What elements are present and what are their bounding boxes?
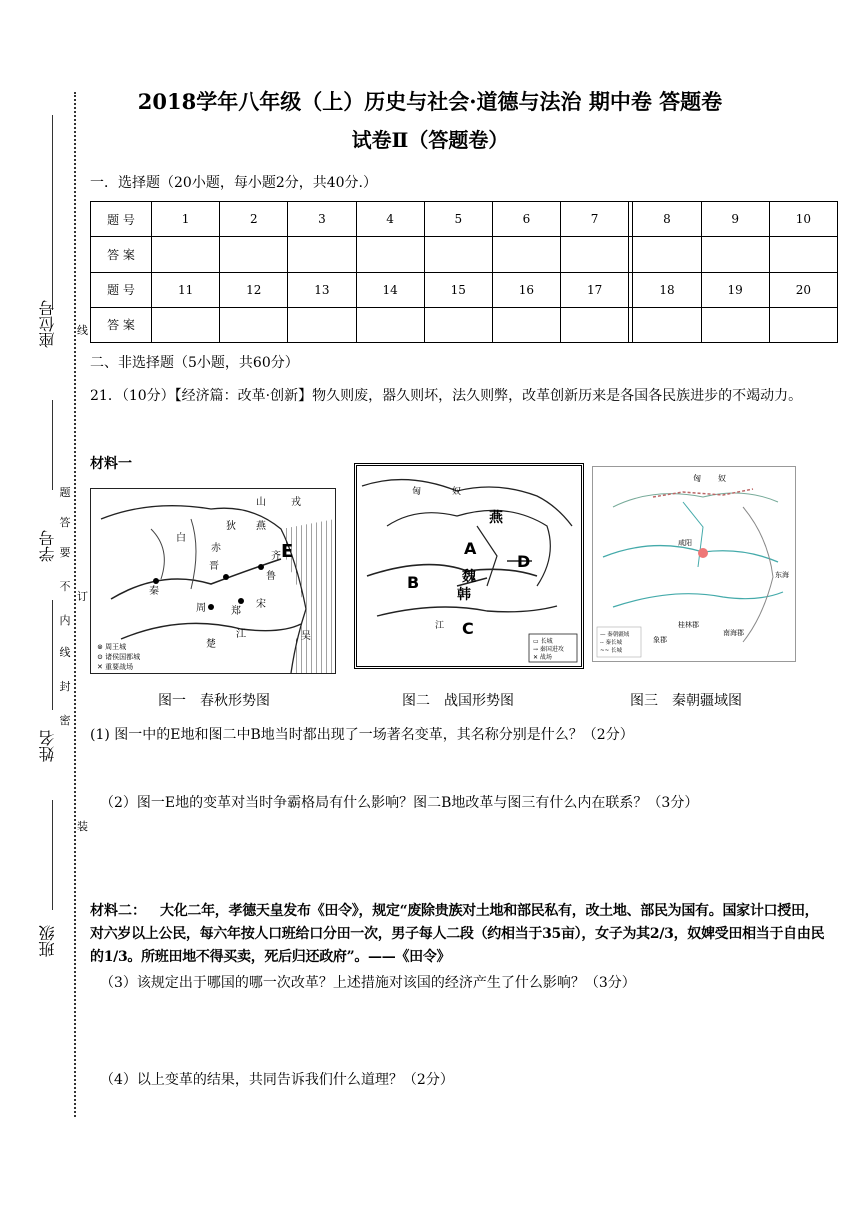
svg-text:匈: 匈: [693, 474, 701, 483]
svg-text:狄: 狄: [226, 521, 236, 532]
answer-cell[interactable]: [633, 307, 701, 342]
map2-label-wei: 魏: [462, 569, 476, 585]
student-no-write-line: [52, 400, 53, 490]
svg-text:燕: 燕: [256, 521, 266, 532]
svg-text:山: 山: [256, 497, 266, 508]
question-number: 11: [152, 272, 220, 307]
material2: [90, 900, 830, 969]
question-number: 14: [356, 272, 424, 307]
answer-cell[interactable]: [492, 237, 560, 272]
margin-warning-8: 密: [59, 714, 71, 727]
question-number: 2: [220, 202, 288, 237]
material2-label: 材料二：: [90, 903, 146, 919]
answer-cell[interactable]: [701, 307, 769, 342]
name-write-line: [52, 600, 53, 710]
svg-text:象郡: 象郡: [653, 636, 667, 644]
map-warring-states: [354, 463, 584, 669]
question-number: 20: [769, 272, 837, 307]
question-number: 6: [492, 202, 560, 237]
margin-ding-char: 订: [77, 590, 88, 603]
map-qin-dynasty-drawing: [593, 467, 795, 661]
answer-cell[interactable]: [220, 307, 288, 342]
svg-text:~~ 长城: ~~ 长城: [600, 648, 622, 654]
answer-cell[interactable]: [356, 307, 424, 342]
answer-cell[interactable]: [288, 237, 356, 272]
answer-cell[interactable]: [769, 307, 837, 342]
svg-text:楚: 楚: [206, 639, 216, 650]
answer-cell[interactable]: [424, 307, 492, 342]
question-number: 18: [633, 272, 701, 307]
material2-text: 大化二年，孝德天皇发布《田令》，规定“废除贵族对土地和部民私有，改土地、部民为国有。国家计口授田，对六岁以上公民，每六年按人口班给口分田一次，男子每人二段（约相当于35亩），女子为其2/3，奴婢受田相当于自由民的1/3。所班田地不得买卖，死后归还政府”。——《田令》: [90, 903, 825, 965]
margin-warning-5: 内: [59, 614, 71, 627]
question-number: 13: [288, 272, 356, 307]
question-number: 12: [220, 272, 288, 307]
margin-warning-6: 线: [59, 646, 71, 659]
svg-text:郑: 郑: [231, 606, 241, 617]
question-number: 8: [633, 202, 701, 237]
svg-text:晋: 晋: [209, 561, 219, 572]
svg-text:戎: 戎: [291, 497, 301, 508]
margin-warning-1: 题: [59, 486, 71, 499]
row-label-question: 题 号: [91, 272, 152, 307]
svg-text:白: 白: [176, 533, 186, 544]
page-subtitle: 试卷Ⅱ（答题卷）: [351, 128, 509, 152]
margin-line-char-1: 线: [77, 324, 88, 337]
answer-cell[interactable]: [288, 307, 356, 342]
question-number: 4: [356, 202, 424, 237]
binding-dotted-line: [74, 92, 76, 1117]
answer-cell[interactable]: [424, 237, 492, 272]
question-number: 9: [701, 202, 769, 237]
map2-label-a: A: [464, 539, 477, 558]
answer-cell[interactable]: [561, 307, 629, 342]
answer-cell[interactable]: [561, 237, 629, 272]
row-label-question: 题 号: [91, 202, 152, 237]
answer-cell[interactable]: [633, 237, 701, 272]
class-write-line: [52, 800, 53, 910]
answer-cell[interactable]: [492, 307, 560, 342]
margin-warning-3: 要: [59, 546, 71, 559]
svg-text:周: 周: [196, 603, 206, 614]
svg-text:桂林郡: 桂林郡: [678, 621, 699, 629]
map2-label-yan: 燕: [489, 510, 503, 526]
svg-text:南海郡: 南海郡: [723, 629, 744, 637]
row-label-answer: 答 案: [91, 307, 152, 342]
row-label-answer: 答 案: [91, 237, 152, 272]
question-number: 16: [492, 272, 560, 307]
map2-label-b: B: [407, 573, 420, 592]
svg-text:✕ 战场: ✕ 战场: [533, 654, 552, 661]
svg-text:鲁: 鲁: [266, 571, 276, 582]
answer-table: [90, 201, 838, 343]
svg-text:齐: 齐: [271, 551, 281, 562]
student-number-label: 学号: [38, 530, 57, 562]
svg-text:-- 秦长城: -- 秦长城: [600, 640, 622, 646]
question-number: 3: [288, 202, 356, 237]
map-spring-autumn: [90, 488, 336, 674]
question-4: （4）以上变革的结果，共同告诉我们什么道理？（2分）: [100, 1072, 454, 1088]
question-number: 10: [769, 202, 837, 237]
figure1-caption: 图一 春秋形势图: [158, 693, 270, 709]
figure3-caption: 图三 秦朝疆域图: [630, 693, 742, 709]
map2-label-han: 韩: [457, 587, 471, 603]
svg-text:▭ 长城: ▭ 长城: [533, 638, 553, 645]
svg-text:— 秦朝疆域: — 秦朝疆域: [600, 632, 630, 638]
map-qin-dynasty: [592, 466, 796, 662]
answer-cell[interactable]: [701, 237, 769, 272]
svg-text:赤: 赤: [211, 543, 221, 554]
map1-label-e: E: [281, 541, 294, 562]
name-label: 姓名: [38, 730, 57, 762]
margin-warning-7: 封: [59, 680, 71, 693]
section2-heading: 二、非选择题（5小题，共60分）: [90, 355, 299, 371]
map-spring-autumn-drawing: [91, 489, 335, 673]
svg-text:奴: 奴: [718, 474, 726, 483]
svg-text:匈: 匈: [412, 487, 422, 497]
question-3: （3）该规定出于哪国的哪一次改革？上述措施对该国的经济产生了什么影响？（3分）: [100, 975, 636, 991]
margin-warning-4: 不: [59, 580, 71, 593]
svg-text:奴: 奴: [452, 487, 462, 497]
question-1: (1) 图一中的E地和图二中B地当时都出现了一场著名变革，其名称分别是什么？（2分）: [90, 727, 634, 743]
svg-text:东海: 东海: [775, 571, 789, 579]
question-21-text: 21．（10分）【经济篇：改革·创新】物久则废，器久则坏，法久则弊，改革创新历来是各国各民族进步的不竭动力。: [90, 388, 803, 404]
svg-text:⊚ 周王城: ⊚ 周王城: [97, 643, 127, 651]
margin-zhuang-char: 装: [77, 820, 88, 833]
svg-text:咸阳: 咸阳: [678, 539, 692, 547]
answer-cell[interactable]: [356, 237, 424, 272]
svg-text:江: 江: [435, 621, 445, 631]
map2-label-d: D: [517, 552, 531, 571]
answer-cell[interactable]: [152, 307, 220, 342]
section1-heading: 一．选择题（20小题，每小题2分，共40分.）: [90, 175, 377, 191]
question-2: （2）图一E地的变革对当时争霸格局有什么影响？图二B地改革与图三有什么内在联系？（3分）: [100, 795, 699, 811]
question-number: 5: [424, 202, 492, 237]
question-number: 7: [561, 202, 629, 237]
question-number: 1: [152, 202, 220, 237]
svg-text:吴: 吴: [301, 631, 311, 642]
answer-cell[interactable]: [152, 237, 220, 272]
svg-text:宋: 宋: [256, 599, 266, 610]
question-number: 19: [701, 272, 769, 307]
material1-label: 材料一: [90, 456, 132, 472]
answer-cell[interactable]: [220, 237, 288, 272]
seat-number-label: 座位号: [38, 300, 57, 348]
svg-text:秦: 秦: [149, 586, 159, 597]
svg-text:⊙ 诸侯国都城: ⊙ 诸侯国都城: [97, 653, 141, 661]
figure2-caption: 图二 战国形势图: [402, 693, 514, 709]
svg-text:✕ 重要战场: ✕ 重要战场: [97, 663, 134, 671]
svg-text:→ 秦国进攻: → 秦国进攻: [533, 646, 564, 653]
question-number: 15: [424, 272, 492, 307]
answer-cell[interactable]: [769, 237, 837, 272]
page-title: 2018学年八年级（上）历史与社会·道德与法治 期中卷 答题卷: [137, 89, 723, 114]
svg-text:江: 江: [236, 629, 246, 640]
class-label: 班级: [38, 925, 57, 957]
map2-label-c: C: [462, 619, 474, 638]
question-number: 17: [561, 272, 629, 307]
map-warring-states-drawing: [357, 466, 581, 666]
margin-warning-2: 答: [59, 516, 71, 529]
